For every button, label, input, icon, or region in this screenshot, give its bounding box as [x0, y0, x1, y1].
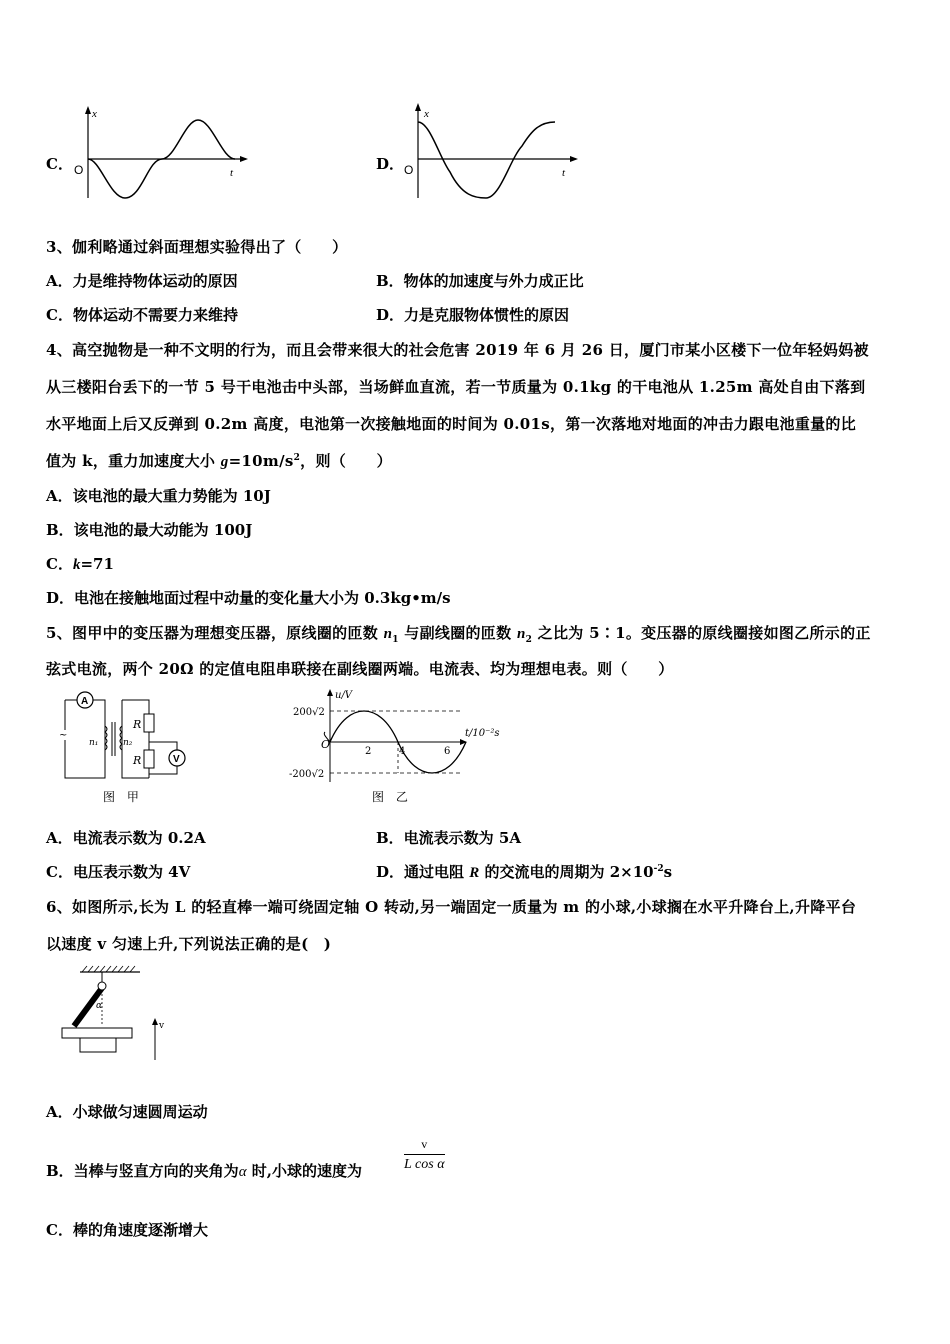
q5-stem-line1: 5、图甲中的变压器为理想变压器，原线圈的匝数 $n_1$ 与副线圈的匝数 $n_2$ 之比为 5∶1。变压器的原线圈接如图乙所示的正 — [46, 624, 871, 645]
q5-option-a[interactable]: A．电流表示数为 0.2A — [46, 829, 206, 847]
q4-stem-line1: 4、高空抛物是一种不文明的行为，而且会带来很大的社会危害 2019 年 6 月 26 日，厦门市某小区楼下一位年轻妈妈被 — [46, 341, 869, 359]
q4-stem-line4: 值为 k，重力加速度大小 $g=10m/s^2$，则（ ） — [46, 452, 392, 470]
coil-n1-label: n₁ — [89, 738, 99, 748]
q4-stem-line3: 水平地面上后又反弹到 0.2m 高度，电池第一次接触地面的时间为 0.01s，第一次落地对地面的冲击力跟电池重量的比 — [46, 415, 857, 433]
q6-stem-line2: 以速度 v 匀速上升,下列说法正确的是( ) — [46, 935, 332, 953]
q6-option-b[interactable]: B．当棒与竖直方向的夹角为α 时,小球的速度为 — [46, 1162, 363, 1180]
coil-n2-label: n₂ — [123, 738, 133, 748]
yaxis-label: u/V — [335, 690, 353, 701]
graph-c-origin: O — [74, 163, 84, 177]
ac-source-icon: ~ — [59, 730, 68, 741]
q5-option-b[interactable]: B．电流表示数为 5A — [376, 829, 521, 847]
option-d-label[interactable]: D． — [376, 155, 405, 173]
q3-option-c[interactable]: C．物体运动不需要力来维持 — [46, 306, 238, 324]
graph-d-t-label: t — [562, 167, 566, 179]
ymin-label: -200√2 — [289, 769, 325, 780]
xaxis-label: t/10⁻²s — [465, 728, 500, 739]
origin-label: O — [321, 738, 331, 751]
rod-platform-diagram — [58, 966, 178, 1066]
tick-6: 6 — [444, 746, 451, 757]
q3-option-d[interactable]: D．力是克服物体惯性的原因 — [376, 306, 570, 324]
option-c-label[interactable]: C． — [46, 155, 73, 173]
resistor-1-label: R — [133, 718, 142, 731]
q4-option-b[interactable]: B．该电池的最大动能为 100J — [46, 521, 253, 539]
q5-option-d[interactable]: D．通过电阻 R 的交流电的周期为 $2\times 10^{-2}s$ — [376, 863, 673, 881]
q3-option-b[interactable]: B．物体的加速度与外力成正比 — [376, 272, 584, 290]
fig-b-caption: 图 乙 — [372, 790, 412, 804]
q6-option-c[interactable]: C．棒的角速度逐渐增大 — [46, 1221, 208, 1239]
graph-d-origin: O — [404, 163, 414, 177]
tick-2: 2 — [365, 746, 372, 757]
voltmeter-label: V — [173, 754, 180, 765]
alpha-label: α — [96, 1001, 103, 1011]
fig-a-caption: 图 甲 — [103, 790, 143, 804]
q6-stem-line1: 6、如图所示,长为 L 的轻直棒一端可绕固定轴 O 转动,另一端固定一质量为 m 的小球,小球搁在水平升降台上,升降平台 — [46, 898, 857, 916]
q5-stem-line2: 弦式电流，两个 20Ω 的定值电阻串联接在副线圈两端。电流表、均为理想电表。则（ ） — [46, 660, 674, 678]
graph-c-t-label: t — [230, 167, 234, 179]
velocity-label: v — [159, 1021, 165, 1031]
graph-c-x-label: x — [92, 108, 97, 120]
q4-option-d[interactable]: D．电池在接触地面过程中动量的变化量大小为 0.3kg•m/s — [46, 589, 451, 607]
ammeter-label: A — [81, 696, 89, 707]
graph-d — [400, 100, 585, 204]
resistor-2-label: R — [133, 754, 142, 767]
q5-option-c[interactable]: C．电压表示数为 4V — [46, 863, 191, 881]
q6-option-b-fraction: $\frac{v}{\text{L cos α}}$ — [404, 1137, 445, 1172]
q3-stem: 3、伽利略通过斜面理想实验得出了（ ） — [46, 238, 348, 256]
q4-option-c[interactable]: C．k=71 — [46, 555, 114, 573]
q6-option-a[interactable]: A．小球做匀速圆周运动 — [46, 1103, 208, 1121]
q3-option-a[interactable]: A．力是维持物体运动的原因 — [46, 272, 238, 290]
graph-d-x-label: x — [424, 108, 429, 120]
q4-stem-line2: 从三楼阳台丢下的一节 5 号干电池击中头部，当场鲜血直流，若一节质量为 0.1kg 的干电池从 1.25m 高处自由下落到 — [46, 378, 866, 396]
q4-option-a[interactable]: A．该电池的最大重力势能为 10J — [46, 487, 271, 505]
tick-4: 4 — [399, 746, 406, 757]
graph-c — [70, 102, 250, 202]
voltage-graph — [285, 688, 510, 788]
ymax-label: 200√2 — [293, 707, 325, 718]
